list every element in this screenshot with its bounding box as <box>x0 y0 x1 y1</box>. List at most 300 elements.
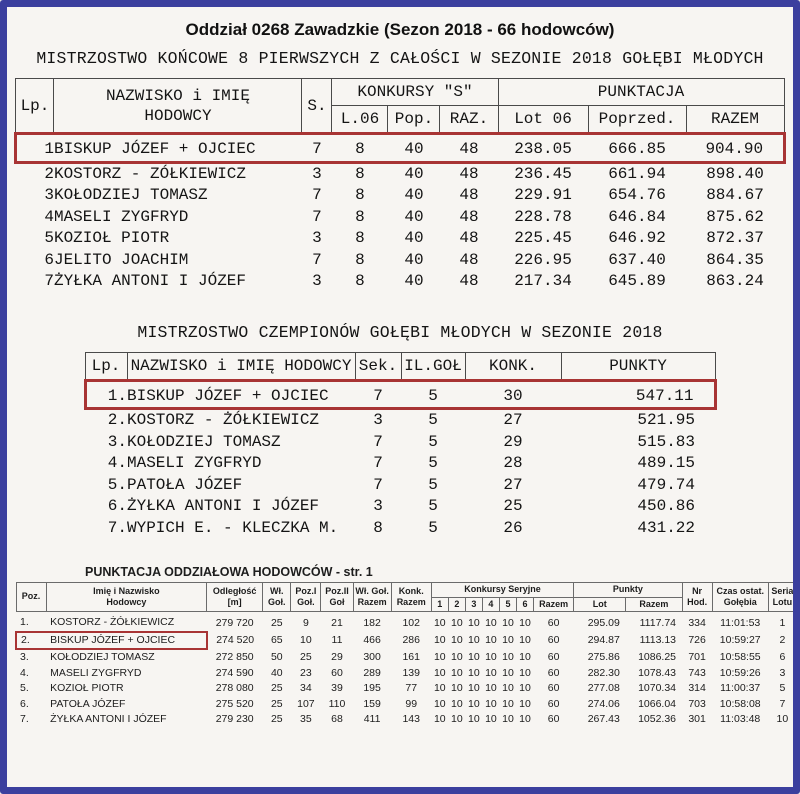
cell-section: 7 <box>312 207 322 226</box>
cell-own-total: 195 <box>363 682 381 694</box>
cell-raz: 48 <box>459 207 479 226</box>
cell-distance: 279 720 <box>215 616 254 629</box>
cell-breeder-name: MASELI ZYGFRYD <box>50 666 142 679</box>
cell-razem: 863.24 <box>706 272 764 290</box>
cell-ilgol: 5 <box>401 380 465 409</box>
cell-lot06: 229.91 <box>514 186 572 204</box>
champions-table-row <box>85 432 715 454</box>
cell-sek: 7 <box>373 432 383 451</box>
cell-total-points: 1052.36 <box>638 713 677 725</box>
col-k6: 6 <box>517 597 534 612</box>
cell-sek: 3 <box>373 411 383 429</box>
cell-konk: 30 <box>465 380 561 409</box>
cell-konk: 27 <box>503 475 523 494</box>
col-lp: Lp. <box>85 352 127 380</box>
cell-distance: 279 230 <box>215 713 254 725</box>
cell-section: 7 <box>312 186 322 204</box>
cell-punkty: 547.11 <box>561 380 715 409</box>
cell-sek: 7 <box>355 380 401 409</box>
cell-k5: 10 <box>502 666 514 679</box>
champions-table-row <box>85 453 715 475</box>
cell-punkty: 450.86 <box>637 497 695 515</box>
cell-ring-number: 314 <box>688 682 706 694</box>
cell-ilgol: 5 <box>428 454 438 472</box>
cell-k-razem: 60 <box>547 666 560 679</box>
cell-section: 7 <box>312 250 322 269</box>
cell-position: 3. <box>20 651 29 663</box>
cell-k2: 10 <box>450 633 463 646</box>
cell-section: 3 <box>312 272 322 290</box>
cell-poz1: 35 <box>300 713 312 725</box>
cell-l06: 8 <box>355 229 365 247</box>
cell-distance: 272 850 <box>215 650 254 663</box>
cell-last-time: 11:00:37 <box>720 682 761 694</box>
cell-position: 6 <box>44 250 54 269</box>
cell-k5: 10 <box>502 682 514 694</box>
cell-last-time: 10:58:08 <box>719 697 761 710</box>
cell-k6: 10 <box>519 666 531 679</box>
cell-breeder-name: KOSTORZ - ŻÓŁKIEWICZ <box>127 411 320 429</box>
cell-poz1: 107 <box>297 697 315 710</box>
cell-series: 7 <box>779 697 786 710</box>
cell-series: 1 <box>779 616 786 629</box>
cell-l06: 8 <box>355 186 365 204</box>
col-section: S. <box>302 79 332 134</box>
col-sek: Sek. <box>355 352 401 380</box>
final-championship-title: MISTRZOSTWO KOŃCOWE 8 PIERWSZYCH Z CAŁOŚCI W SEZONIE 2018 GOŁĘBI MŁODYCH <box>36 49 764 68</box>
cell-position: 1 <box>16 134 54 163</box>
cell-konk: 29 <box>503 432 523 451</box>
cell-konk-total: 77 <box>405 682 418 694</box>
cell-k3: 10 <box>468 650 480 663</box>
cell-konk: 26 <box>503 518 523 537</box>
cell-total-points: 1070.34 <box>638 682 677 694</box>
col-p-razem: Razem <box>626 597 682 612</box>
cell-k3: 10 <box>468 633 480 646</box>
cell-series: 2 <box>779 633 786 646</box>
cell-poz2: 21 <box>331 616 343 629</box>
cell-konk-total: 99 <box>405 697 418 710</box>
cell-breeder-name: PATOŁA JÓZEF <box>127 475 243 494</box>
cell-k2: 10 <box>450 682 463 694</box>
cell-position: 1. <box>20 616 29 628</box>
cell-sek: 3 <box>373 497 383 515</box>
cell-ring-number: 334 <box>688 616 706 629</box>
cell-k5: 10 <box>502 713 514 725</box>
final-table-row <box>16 228 784 250</box>
col-last-pigeon-time: Czas ostat. Gołębia <box>712 583 768 612</box>
cell-k-razem: 60 <box>547 713 560 725</box>
champions-table-row <box>85 409 715 432</box>
cell-distance: 275 520 <box>215 697 254 710</box>
cell-k4: 10 <box>485 616 497 629</box>
cell-position: 5 <box>44 229 54 247</box>
cell-konk: 27 <box>503 411 523 429</box>
champions-table-header <box>85 352 715 380</box>
cell-own-pigeons: 25 <box>270 682 283 694</box>
final-table-row <box>16 162 784 185</box>
cell-position: 5. <box>107 475 127 494</box>
cell-poz1: 9 <box>302 616 309 629</box>
cell-konk-total: 102 <box>402 616 420 629</box>
cell-k1: 10 <box>433 697 446 710</box>
cell-poz2: 110 <box>328 697 346 710</box>
cell-series: 6 <box>779 650 786 663</box>
division-table-row <box>16 612 797 632</box>
cell-k5: 10 <box>502 650 514 663</box>
cell-ring-number: 301 <box>688 713 706 725</box>
cell-distance: 278 080 <box>215 682 254 694</box>
cell-pop: 40 <box>404 229 424 247</box>
col-breeder-name: NAZWISKO i IMIĘ HODOWCY <box>127 352 355 380</box>
cell-k5: 10 <box>502 616 514 629</box>
cell-lot06: 238.05 <box>498 134 588 163</box>
cell-position: 3 <box>44 186 54 204</box>
cell-poprzed: 637.40 <box>608 250 666 269</box>
cell-k1: 10 <box>433 616 446 629</box>
cell-poprzed: 661.94 <box>608 164 666 183</box>
col-k2: 2 <box>448 597 465 612</box>
cell-ring-number: 726 <box>688 633 706 646</box>
final-table-row <box>16 185 784 207</box>
cell-breeder-name: BISKUP JÓZEF + OJCIEC <box>54 134 302 163</box>
cell-poz2: 60 <box>331 666 343 679</box>
cell-raz: 48 <box>440 134 498 163</box>
cell-breeder-name: PATOŁA JÓZEF <box>50 697 126 710</box>
cell-own-total: 182 <box>363 616 381 629</box>
cell-last-time: 10:58:55 <box>719 650 761 663</box>
cell-breeder-name: KOZIOŁ PIOTR <box>50 682 124 694</box>
cell-own-pigeons: 65 <box>270 633 283 646</box>
col-poz1: Poz.I Goł. <box>291 583 321 612</box>
cell-breeder-name: MASELI ZYGFRYD <box>53 207 189 226</box>
division-table-row <box>16 632 797 650</box>
cell-own-total: 300 <box>363 650 381 663</box>
cell-breeder-name: ŻYŁKA ANTONI I JÓZEF <box>50 713 167 725</box>
division-table-row <box>16 681 797 697</box>
col-l06: L.06 <box>332 106 388 134</box>
cell-poz1: 34 <box>300 682 312 694</box>
cell-position: 4. <box>20 666 29 679</box>
cell-position: 7. <box>20 713 29 725</box>
cell-k-razem: 60 <box>547 682 560 694</box>
col-k5: 5 <box>499 597 516 612</box>
col-distance: Odległość [m] <box>207 583 263 612</box>
cell-k2: 10 <box>450 616 463 629</box>
cell-poz1: 10 <box>300 633 312 646</box>
cell-poprzed: 654.76 <box>608 186 666 204</box>
col-breeder-name: NAZWISKO i IMIĘ HODOWCY <box>54 79 302 134</box>
cell-total-points: 1066.04 <box>638 697 677 710</box>
division-table-row <box>16 666 797 682</box>
col-konk: KONK. <box>465 352 561 380</box>
cell-lot06: 225.45 <box>514 229 572 247</box>
cell-k3: 10 <box>468 616 480 629</box>
cell-breeder-name: KOSTORZ - ŻÓŁKIEWICZ <box>50 616 175 628</box>
cell-ring-number: 743 <box>688 666 706 679</box>
cell-k-razem: 60 <box>547 616 560 629</box>
cell-own-total: 159 <box>363 697 381 710</box>
cell-razem: 872.37 <box>706 229 764 247</box>
col-poz: Poz. <box>16 583 46 612</box>
col-group-punktacja: PUNKTACJA <box>498 79 784 106</box>
col-lot: Lot <box>574 597 626 612</box>
cell-k1: 10 <box>433 666 446 679</box>
cell-breeder-name: ŻYŁKA ANTONI I JÓZEF <box>53 272 246 290</box>
cell-k1: 10 <box>433 633 446 646</box>
col-own-pigeons: Wł. Goł. <box>263 583 291 612</box>
cell-breeder-name: KOZIOŁ PIOTR <box>53 229 170 247</box>
col-ilgol: IL.GOŁ <box>401 352 465 380</box>
cell-lot-points: 295.09 <box>587 616 620 629</box>
cell-lot-points: 282.30 <box>587 666 620 679</box>
division-table-row <box>16 697 797 713</box>
cell-series: 10 <box>776 713 789 725</box>
col-own-pigeons-total: Wł. Goł. Razem <box>353 583 391 612</box>
cell-total-points: 1086.25 <box>638 650 677 663</box>
division-table-header <box>16 583 797 612</box>
cell-konk: 28 <box>503 454 523 472</box>
cell-k4: 10 <box>485 633 497 646</box>
cell-k5: 10 <box>502 633 514 646</box>
cell-konk-total: 286 <box>402 633 420 646</box>
cell-pop: 40 <box>404 250 424 269</box>
cell-distance: 274 590 <box>215 666 254 679</box>
cell-breeder-name: WYPICH E. - KLECZKA M. <box>127 518 339 537</box>
cell-punkty: 479.74 <box>637 475 695 494</box>
champions-table-row <box>85 475 715 497</box>
cell-total-points: 1078.43 <box>638 666 677 679</box>
cell-pop: 40 <box>404 207 424 226</box>
cell-own-pigeons: 50 <box>270 650 283 663</box>
cell-position: 7 <box>44 272 54 290</box>
division-scoring-title: PUNKTACJA ODDZIAŁOWA HODOWCÓW - str. 1 <box>85 565 373 579</box>
cell-k6: 10 <box>519 713 531 725</box>
cell-k3: 10 <box>468 682 480 694</box>
cell-l06: 8 <box>355 207 365 226</box>
cell-own-total: 466 <box>363 633 381 646</box>
cell-section: 7 <box>302 134 332 163</box>
cell-section: 3 <box>312 229 322 247</box>
cell-raz: 48 <box>459 186 479 204</box>
cell-k1: 10 <box>433 713 446 725</box>
champions-table-row <box>85 518 715 540</box>
cell-k5: 10 <box>502 697 514 710</box>
cell-total-points: 1117.74 <box>639 616 677 629</box>
col-group-seryjne: Konkursy Seryjne <box>431 583 573 598</box>
col-group-konkursy: KONKURSY "S" <box>332 79 498 106</box>
cell-own-total: 289 <box>363 666 381 679</box>
document-title: Oddział 0268 Zawadzkie (Sezon 2018 - 66 hodowców) <box>185 20 615 39</box>
cell-lot-points: 267.43 <box>587 713 620 725</box>
cell-last-time: 11:01:53 <box>720 616 761 629</box>
cell-ilgol: 5 <box>428 475 438 494</box>
cell-ilgol: 5 <box>428 497 438 515</box>
col-konk-total: Konk. Razem <box>391 583 431 612</box>
col-k3: 3 <box>465 597 482 612</box>
cell-breeder-name: JELITO JOACHIM <box>53 250 189 269</box>
final-table-row <box>16 271 784 293</box>
col-k-razem: Razem <box>534 597 574 612</box>
cell-poprzed: 666.85 <box>588 134 686 163</box>
champions-table-row <box>85 380 715 409</box>
cell-own-pigeons: 25 <box>270 713 283 725</box>
col-ring-number: Nr Hod. <box>682 583 712 612</box>
final-table-row <box>16 207 784 229</box>
cell-lot-points: 275.86 <box>587 650 620 663</box>
cell-breeder-name: KOŁODZIEJ TOMASZ <box>50 651 155 663</box>
cell-k4: 10 <box>485 650 497 663</box>
cell-ilgol: 5 <box>428 518 438 537</box>
cell-breeder-name: KOŁODZIEJ TOMASZ <box>127 432 281 451</box>
cell-total-points: 1113.13 <box>639 633 677 646</box>
division-table-row <box>16 649 797 666</box>
cell-last-time: 10:59:26 <box>719 666 761 679</box>
cell-lot-points: 274.06 <box>587 697 620 710</box>
final-table-row <box>16 250 784 272</box>
cell-l06: 8 <box>355 250 365 269</box>
cell-k4: 10 <box>485 682 497 694</box>
cell-k-razem: 60 <box>547 633 560 646</box>
cell-konk-total: 139 <box>402 666 420 679</box>
col-k1: 1 <box>431 597 448 612</box>
cell-position: 2. <box>107 411 127 429</box>
cell-ilgol: 5 <box>428 432 438 451</box>
cell-konk-total: 143 <box>402 713 420 725</box>
cell-razem: 884.67 <box>706 186 764 204</box>
final-table-row <box>16 134 784 163</box>
cell-punkty: 515.83 <box>637 432 695 451</box>
cell-l06: 8 <box>355 164 365 183</box>
cell-k6: 10 <box>519 650 531 663</box>
cell-k-razem: 60 <box>547 650 560 663</box>
cell-k3: 10 <box>468 697 480 710</box>
cell-konk: 25 <box>503 497 523 515</box>
cell-lot06: 226.95 <box>514 250 572 269</box>
cell-series: 3 <box>779 666 786 679</box>
cell-pop: 40 <box>388 134 440 163</box>
cell-position: 3. <box>107 432 127 451</box>
cell-k1: 10 <box>433 650 446 663</box>
cell-sek: 7 <box>373 475 383 494</box>
champions-table-row <box>85 496 715 518</box>
cell-raz: 48 <box>459 229 479 247</box>
cell-own-total: 411 <box>363 713 381 725</box>
col-k4: 4 <box>482 597 499 612</box>
cell-ring-number: 701 <box>688 650 706 663</box>
cell-konk-total: 161 <box>402 650 420 663</box>
cell-poprzed: 645.89 <box>608 272 666 290</box>
cell-position: 6. <box>20 697 29 710</box>
cell-raz: 48 <box>459 164 479 183</box>
cell-razem: 875.62 <box>706 207 764 226</box>
final-championship-table <box>14 78 785 293</box>
cell-position: 2 <box>44 164 54 183</box>
col-poprzed: Poprzed. <box>588 106 686 134</box>
cell-raz: 48 <box>459 272 479 290</box>
cell-pop: 40 <box>404 164 424 183</box>
cell-distance: 274 520 <box>216 633 255 646</box>
cell-sek: 8 <box>373 518 383 537</box>
cell-k4: 10 <box>485 666 497 679</box>
cell-breeder-name: ŻYŁKA ANTONI I JÓZEF <box>127 497 320 515</box>
cell-sek: 7 <box>373 454 383 472</box>
cell-lot-points: 294.87 <box>587 633 620 646</box>
cell-last-time: 11:03:48 <box>720 713 761 725</box>
cell-ilgol: 5 <box>428 411 438 429</box>
cell-breeder-name: BISKUP JÓZEF + OJCIEC <box>46 632 207 650</box>
cell-poz1: 25 <box>300 650 312 663</box>
cell-section: 3 <box>312 164 322 183</box>
cell-pop: 40 <box>404 272 424 290</box>
cell-position: 4 <box>44 207 54 226</box>
col-breeder-name: Imię i Nazwisko Hodowcy <box>46 583 207 612</box>
cell-breeder-name: MASELI ZYGFRYD <box>127 454 262 472</box>
cell-k6: 10 <box>519 697 531 710</box>
champions-table <box>84 352 717 540</box>
col-lp: Lp. <box>16 79 54 134</box>
cell-poz2: 11 <box>331 633 343 646</box>
cell-k6: 10 <box>519 616 531 629</box>
cell-position: 5. <box>20 682 29 694</box>
final-table-header <box>16 79 784 134</box>
cell-breeder-name: KOŁODZIEJ TOMASZ <box>53 186 208 204</box>
division-table-row <box>16 712 797 728</box>
cell-series: 5 <box>779 682 786 694</box>
cell-poz2: 29 <box>331 650 343 663</box>
cell-ring-number: 703 <box>688 697 706 710</box>
cell-razem: 864.35 <box>706 250 764 269</box>
col-flight-series: Seria Lotu <box>768 583 796 612</box>
cell-k1: 10 <box>433 682 446 694</box>
cell-k4: 10 <box>485 697 497 710</box>
cell-own-pigeons: 25 <box>270 616 283 629</box>
cell-razem: 904.90 <box>686 134 784 163</box>
cell-poprzed: 646.92 <box>608 229 666 247</box>
col-raz: RAZ. <box>440 106 498 134</box>
cell-position: 7. <box>107 518 127 537</box>
cell-poz2: 39 <box>331 682 343 694</box>
cell-k6: 10 <box>519 682 531 694</box>
cell-k2: 10 <box>450 697 463 710</box>
col-razem: RAZEM <box>686 106 784 134</box>
col-group-punkty: Punkty <box>574 583 682 598</box>
cell-k3: 10 <box>468 666 480 679</box>
cell-last-time: 10:59:27 <box>719 633 761 646</box>
cell-punkty: 521.95 <box>637 411 695 429</box>
col-poz2: Poz.II Goł <box>321 583 353 612</box>
cell-lot06: 228.78 <box>514 207 572 226</box>
cell-own-pigeons: 40 <box>270 666 283 679</box>
col-pop: Pop. <box>388 106 440 134</box>
cell-k2: 10 <box>450 650 463 663</box>
cell-razem: 898.40 <box>706 164 764 183</box>
col-punkty: PUNKTY <box>561 352 715 380</box>
cell-k4: 10 <box>485 713 497 725</box>
cell-position: 6. <box>107 497 127 515</box>
cell-k-razem: 60 <box>547 697 560 710</box>
cell-k6: 10 <box>519 633 531 646</box>
cell-own-pigeons: 25 <box>270 697 283 710</box>
cell-raz: 48 <box>459 250 479 269</box>
cell-poz1: 23 <box>300 666 312 679</box>
cell-poz2: 68 <box>331 713 343 725</box>
cell-poprzed: 646.84 <box>608 207 666 226</box>
cell-breeder-name: BISKUP JÓZEF + OJCIEC <box>127 380 355 409</box>
cell-lot06: 217.34 <box>514 272 572 290</box>
cell-l06: 8 <box>355 272 365 290</box>
cell-pop: 40 <box>404 186 424 204</box>
